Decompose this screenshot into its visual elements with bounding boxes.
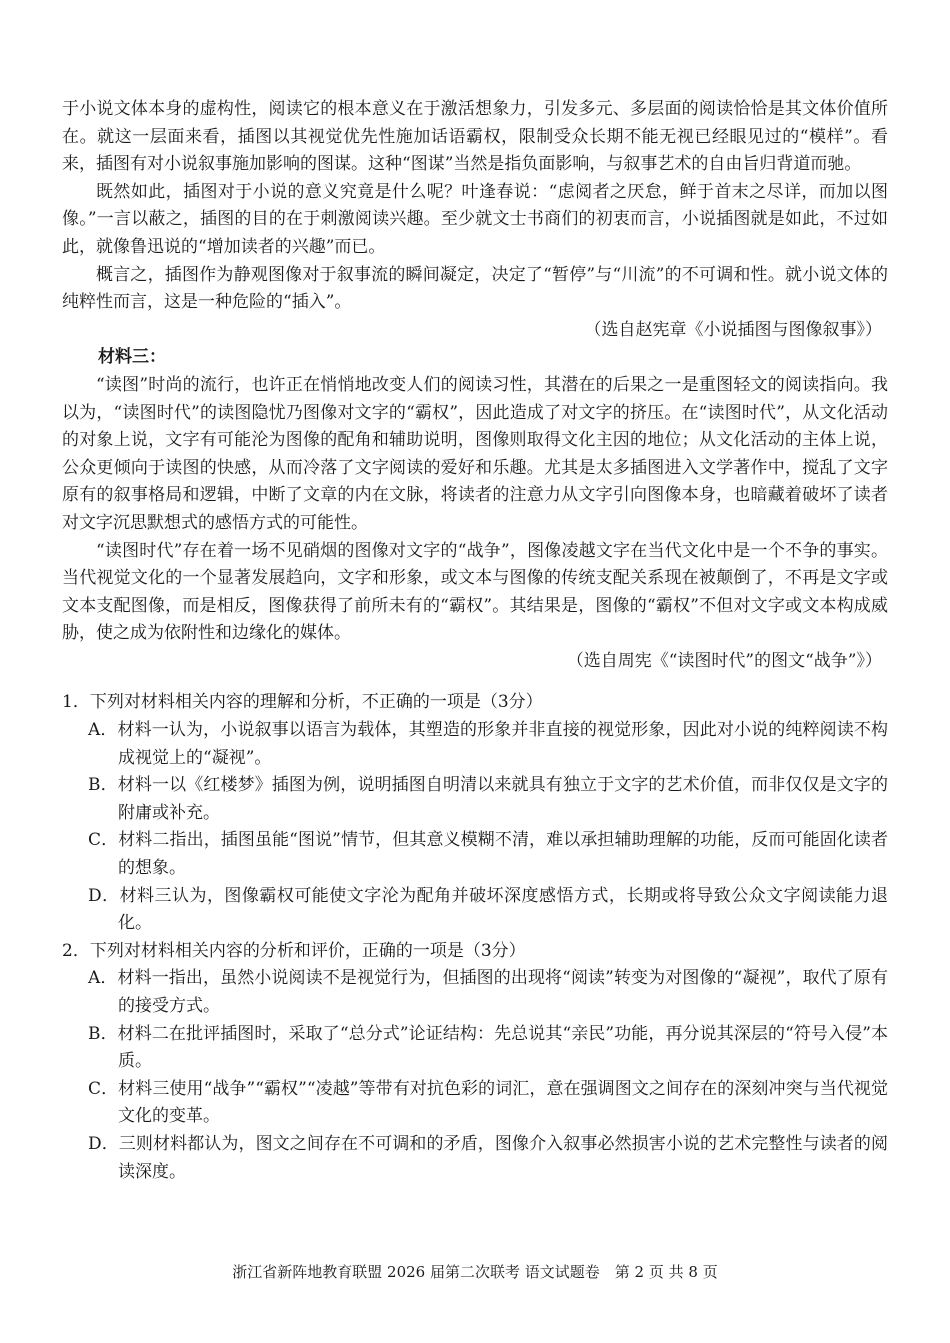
option-d: D．材料三认为，图像霸权可能使文字沦为配角并破坏深度感悟方式，长期或将导致公众文字阅读能力退化。 <box>88 885 888 934</box>
question-2 <box>62 938 888 1186</box>
question-stem: 2．下列对材料相关内容的分析和评价，正确的一项是（3分） <box>62 940 526 961</box>
section-spacer <box>62 675 888 689</box>
exam-page-body <box>62 96 888 1186</box>
option-a: A．材料一指出，虽然小说阅读不是视觉行为，但插图的出现将“阅读”转变为对图像的“凝视”，取代了原有的接受方式。 <box>88 968 888 1016</box>
paragraph: 既然如此，插图对于小说的意义究竟是什么呢？叶逢春说：“虑阅者之厌怠，鲜于首末之尽详，而加以图像。”一言以蔽之，插图的目的在于刺激阅读兴趣。至少就文士书商们的初衷而言，小说插图就是如此，不过如此，就像鲁迅说的“增加读者的兴趣”而已。 <box>62 181 888 257</box>
paragraph: 于小说文体本身的虚构性，阅读它的根本意义在于激活想象力，引发多元、多层面的阅读恰恰是其文体价值所在。就这一层面来看，插图以其视觉优先性施加话语霸权，限制受众长期不能无视已经眼见过的“模样”。看来，插图有对小说叙事施加影响的图谋。这种“图谋”当然是指负面影响，与叙事艺术的自由旨归背道而驰。 <box>62 99 888 175</box>
option-d: D．三则材料都认为，图文之间存在不可调和的矛盾，图像介入叙事必然损害小说的艺术完整性与读者的阅读深度。 <box>88 1133 888 1182</box>
option-c: C．材料二指出，插图虽能“图说”情节，但其意义模糊不清，难以承担辅助理解的功能，反而可能固化读者的想象。 <box>88 830 888 879</box>
paragraph: “读图”时尚的流行，也许正在悄悄地改变人们的阅读习性，其潜在的后果之一是重图轻文的阅读指向。我以为，“读图时代”的读图隐忧乃图像对文字的“霸权”，因此造成了对文字的挤压。在“读图时代”，从文化活动的对象上说，文字有可能沦为图像的配角和辅助说明，图像则取得文化主因的地位；从文化活动的主体上说，公众更倾向于读图的快感，从而冷落了文字阅读的爱好和乐趣。尤其是太多插图进入文学著作中，搅乱了文字原有的叙事格局和逻辑，中断了文章的内在文脉，将读者的注意力从文字引向图像本身，也暗藏着破坏了读者对文字沉思默想式的感悟方式的可能性。 <box>62 374 888 533</box>
material-two-tail <box>62 96 888 344</box>
material-three <box>62 344 888 675</box>
paragraph: 概言之，插图作为静观图像对于叙事流的瞬间凝定，决定了“暂停”与“川流”的不可调和性。就小说文体的纯粹性而言，这是一种危险的“插入”。 <box>62 264 888 313</box>
material-three-source: （选自周宪《“读图时代”的图文“战争”》） <box>566 650 882 671</box>
option-b: B．材料一以《红楼梦》插图为例，说明插图自明清以来就具有独立于文字的艺术价值，而非仅仅是文字的附庸或补充。 <box>88 775 888 823</box>
question-1 <box>62 689 888 937</box>
material-three-heading: 材料三： <box>98 347 166 368</box>
paragraph: “读图时代”存在着一场不见硝烟的图像对文字的“战争”，图像凌越文字在当代文化中是一个不争的事实。当代视觉文化的一个显著发展趋向，文字和形象，或文本与图像的传统支配关系现在被颠倒了，不再是文字或文本支配图像，而是相反，图像获得了前所未有的“霸权”。其结果是，图像的“霸权”不但对文字或文本构成威胁，使之成为依附性和边缘化的媒体。 <box>62 540 888 644</box>
option-b: B．材料二在批评插图时，采取了“总分式”论证结构：先总说其“亲民”功能，再分说其深层的“符号入侵”本质。 <box>88 1023 888 1072</box>
page-footer: 浙江省新阵地教育联盟 2026 届第二次联考 语文试题卷 第 2 页 共 8 页 <box>232 1263 718 1281</box>
option-c: C．材料三使用“战争”“霸权”“凌越”等带有对抗色彩的词汇，意在强调图文之间存在的深刻冲突与当代视觉文化的变革。 <box>88 1078 888 1127</box>
material-two-source: （选自赵宪章《小说插图与图像叙事》） <box>584 319 882 340</box>
question-stem: 1．下列对材料相关内容的理解和分析，不正确的一项是（3分） <box>62 692 543 713</box>
option-a: A．材料一认为，小说叙事以语言为载体，其塑造的形象并非直接的视觉形象，因此对小说的纯粹阅读不构成视觉上的“凝视”。 <box>88 720 888 768</box>
